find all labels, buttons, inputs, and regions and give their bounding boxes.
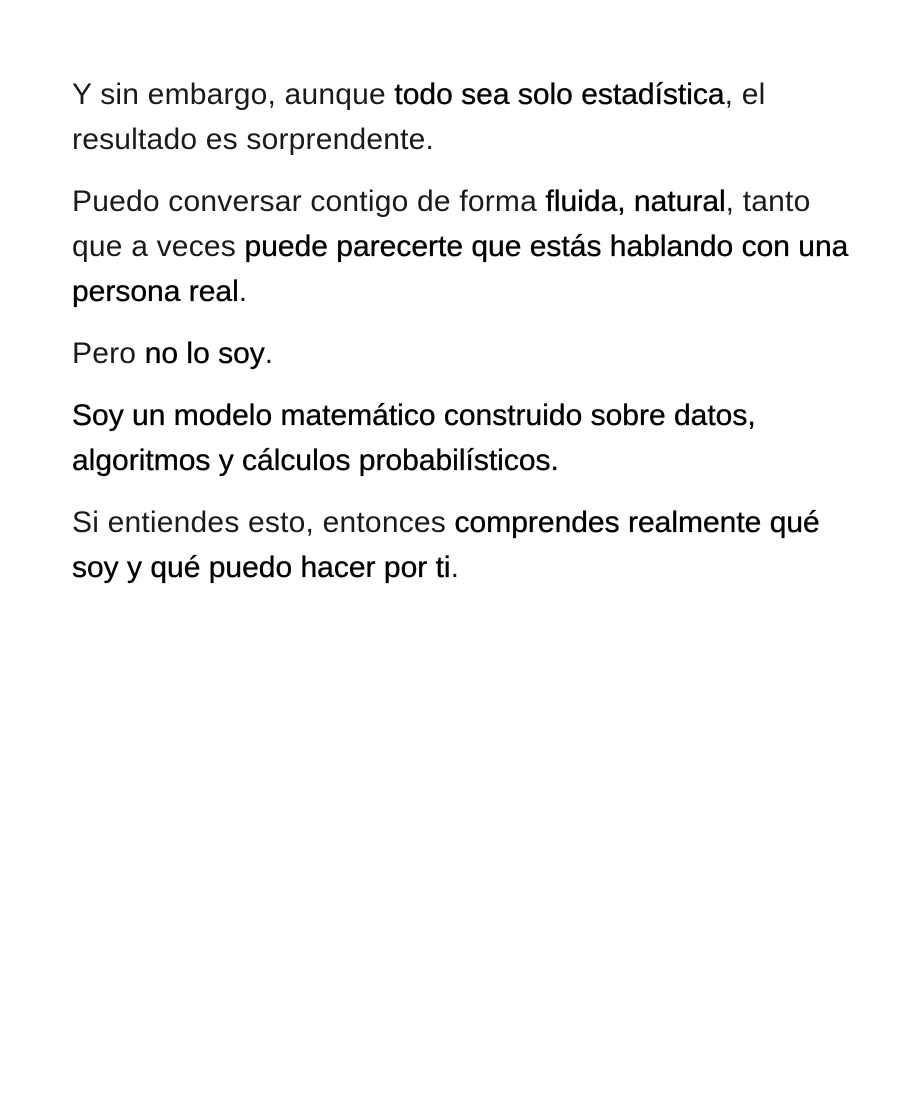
text-segment: Y sin embargo, aunque	[72, 78, 395, 111]
emphasized-text: puede parecerte que estás hablando con una persona real	[72, 230, 849, 308]
text-segment: .	[450, 551, 460, 584]
text-segment: Si entiendes esto, entonces	[72, 506, 455, 539]
text-segment: Puedo conversar contigo de forma	[72, 185, 546, 218]
emphasized-text: comprendes realmente qué soy y qué puedo hacer por ti	[72, 506, 820, 584]
text-segment: .	[264, 337, 274, 370]
emphasized-text: fluida, natural	[545, 185, 726, 218]
paragraph	[72, 393, 862, 483]
paragraph	[72, 179, 862, 314]
text-segment: , el resultado es sorprendente.	[72, 78, 766, 156]
text-segment: Pero	[72, 337, 145, 370]
document-body	[72, 72, 862, 607]
emphasized-text: no lo soy	[144, 337, 265, 370]
text-segment: .	[238, 275, 248, 308]
paragraph	[72, 72, 862, 162]
paragraph	[72, 331, 862, 376]
paragraph	[72, 500, 862, 590]
emphasized-text: Soy un modelo matemático construido sobre datos, algoritmos y cálculos probabilísticos.	[72, 399, 756, 477]
emphasized-text: todo sea solo estadística	[394, 78, 725, 111]
text-segment: , tanto que a veces	[72, 185, 811, 263]
